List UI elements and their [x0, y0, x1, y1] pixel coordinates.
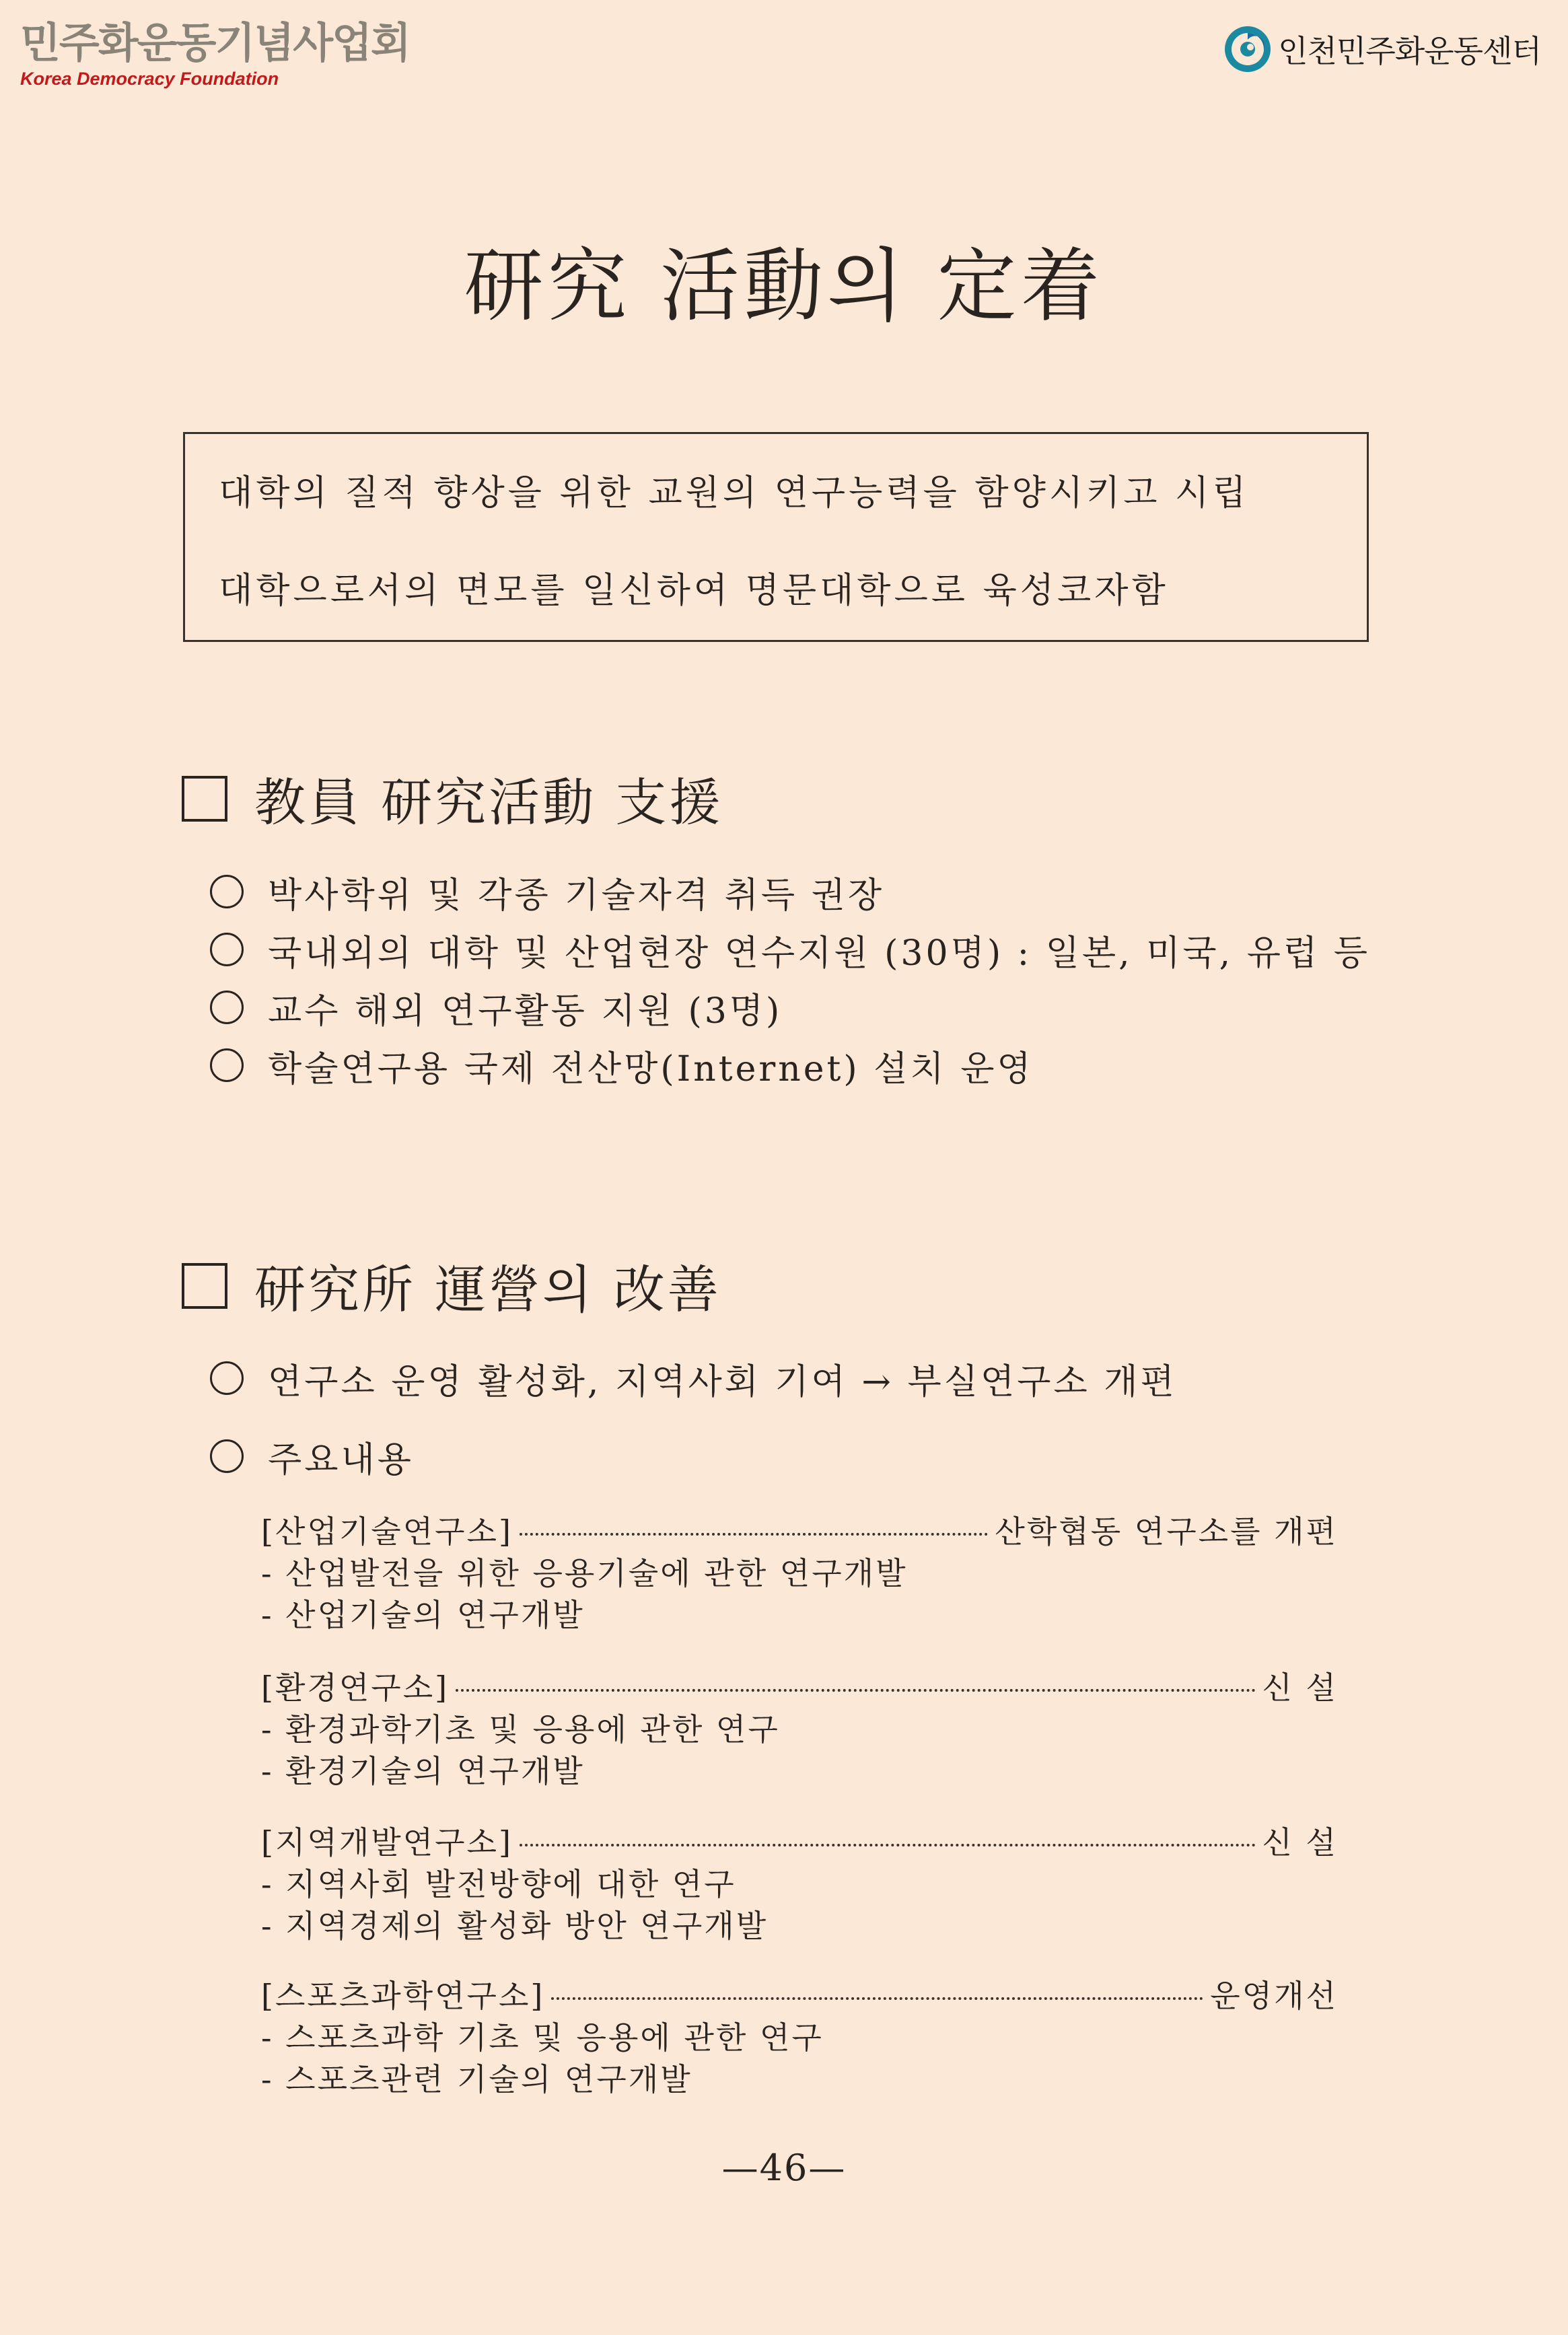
goal-line-1: 대학의 질적 향상을 위한 교원의 연구능력을 함양시키고 시립: [219, 473, 1250, 513]
goal-line-2: 대학으로서의 면모를 일신하여 명문대학으로 육성코자함: [219, 571, 1169, 611]
checkbox-square-icon: [182, 1263, 227, 1309]
institute-detail: - 지역경제의 활성화 방안 연구개발: [261, 1908, 769, 1944]
institute-block: [261, 1507, 1338, 1632]
list-item: [210, 1036, 1370, 1094]
list-item: [210, 863, 1370, 921]
institute-row: [261, 1507, 1338, 1549]
institute-detail: - 스포츠과학 기초 및 응용에 관한 연구: [261, 2019, 824, 2056]
institute-detail: - 지역사회 발전방향에 대한 연구: [261, 1866, 736, 1902]
section-heading-label: 教員 研究活動 支援: [254, 773, 723, 832]
korea-democracy-foundation-logo: [20, 20, 410, 89]
list-item: [210, 978, 1370, 1036]
institute-action: 신 설: [1262, 1824, 1338, 1861]
logo-korean-text: 민주화운동기념사업회: [20, 18, 410, 67]
institute-block: [261, 1663, 1338, 1789]
list-item-text: 연구소 운영 활성화, 지역사회 기여 → 부실연구소 개편: [268, 1361, 1177, 1402]
institute-detail: - 산업기술의 연구개발: [261, 1597, 585, 1633]
list-item-text: 학술연구용 국제 전산망(Internet) 설치 운영: [268, 1048, 1034, 1089]
dotted-leader: [456, 1689, 1255, 1692]
section-heading-label: 研究所 運營의 改善: [254, 1260, 721, 1320]
list-item: [210, 1417, 1177, 1495]
institute-detail: - 스포츠관련 기술의 연구개발: [261, 2061, 692, 2097]
circle-bullet-icon: [210, 991, 244, 1024]
logo-english-text: Korea Democracy Foundation: [20, 69, 279, 89]
section-heading-faculty-research: [182, 762, 723, 835]
page-title: 研究 活動의 定着: [464, 240, 1104, 332]
institute-row: [261, 1972, 1338, 2013]
page-number: —46—: [721, 2147, 847, 2189]
institute-name: [환경연구소]: [261, 1669, 450, 1706]
institute-action: 운영개선: [1210, 1978, 1338, 2014]
dotted-leader: [551, 1997, 1203, 2000]
swirl-emblem-icon: [1223, 24, 1273, 74]
institute-detail: - 산업발전을 위한 응용기술에 관한 연구개발: [261, 1555, 908, 1591]
circle-bullet-icon: [210, 1439, 244, 1473]
list-item-text: 교수 해외 연구활동 지원 (3명): [268, 991, 783, 1032]
list-item-text: 국내외의 대학 및 산업현장 연수지원 (30명) : 일본, 미국, 유럽 등: [268, 933, 1370, 974]
logo-center-text: 인천민주화운동센터: [1278, 33, 1541, 69]
list-item: [210, 1339, 1177, 1417]
list-item: [210, 921, 1370, 978]
institute-detail: - 환경기술의 연구개발: [261, 1753, 585, 1789]
institute-detail: - 환경과학기초 및 응용에 관한 연구: [261, 1711, 780, 1748]
incheon-center-logo: [1223, 24, 1541, 74]
institute-name: [스포츠과학연구소]: [261, 1978, 545, 2014]
dotted-leader: [520, 1844, 1256, 1846]
goal-box: [183, 432, 1369, 642]
circle-bullet-icon: [210, 933, 244, 966]
institute-block: [261, 1818, 1338, 1943]
circle-bullet-icon: [210, 1048, 244, 1082]
faculty-support-list: [210, 863, 1370, 1094]
institute-row: [261, 1663, 1338, 1705]
section-heading-institute-operation: [182, 1249, 721, 1322]
dotted-leader: [520, 1533, 988, 1536]
institute-block: [261, 1972, 1338, 2097]
institute-name: [지역개발연구소]: [261, 1824, 513, 1861]
institute-row: [261, 1818, 1338, 1860]
circle-bullet-icon: [210, 875, 244, 908]
institute-action: 산학협동 연구소를 개편: [995, 1513, 1338, 1550]
institute-operation-list: [210, 1339, 1177, 1495]
list-item-text: 박사학위 및 각종 기술자격 취득 권장: [268, 875, 885, 916]
list-item-text: 주요내용: [268, 1439, 414, 1480]
circle-bullet-icon: [210, 1361, 244, 1395]
institute-action: 신 설: [1262, 1669, 1338, 1706]
checkbox-square-icon: [182, 776, 227, 822]
institute-name: [산업기술연구소]: [261, 1513, 513, 1550]
